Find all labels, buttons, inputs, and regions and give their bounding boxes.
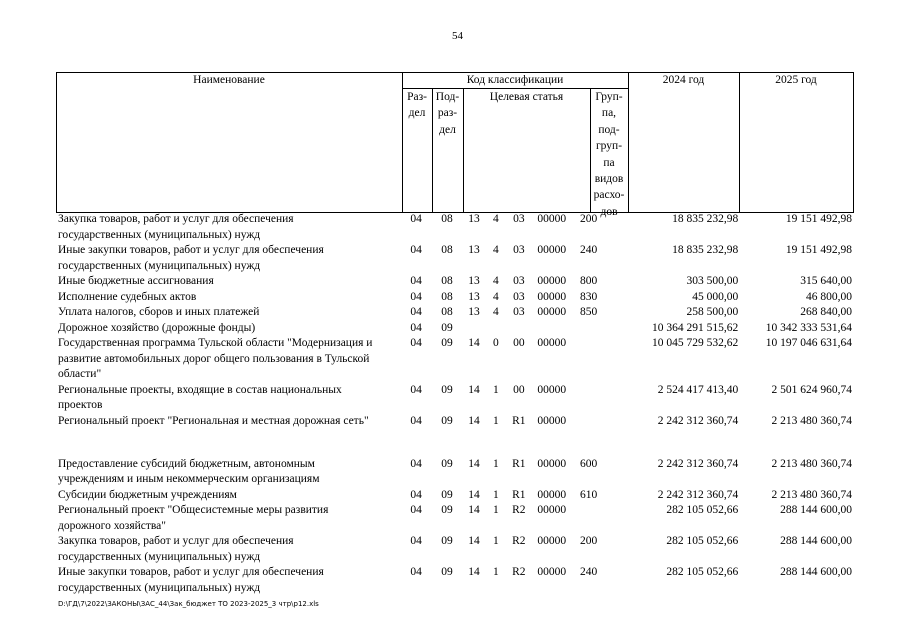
header-border-left xyxy=(56,72,57,212)
section-code: 04 xyxy=(410,306,422,318)
header-code-group: Код классификации xyxy=(466,74,564,86)
table-row xyxy=(56,503,854,534)
table-row xyxy=(56,414,854,445)
row-name-line: области" xyxy=(58,368,102,380)
row-name-line: проектов xyxy=(58,399,103,411)
target-program: 14 xyxy=(468,488,480,501)
row-name xyxy=(56,212,401,243)
target-event: 03 xyxy=(513,290,525,303)
amount-2025: 10 197 046 631,64 xyxy=(765,337,852,349)
subsection-code: 08 xyxy=(441,306,453,318)
row-name-line: Региональный проект "Общесистемные меры развития xyxy=(58,504,329,516)
target-type: 1 xyxy=(493,566,499,578)
amount-2025: 288 144 600,00 xyxy=(780,504,852,516)
amount-2025: 2 213 480 360,74 xyxy=(771,414,852,427)
subsection-code: 08 xyxy=(441,275,453,287)
row-name-line: дорожного хозяйства" xyxy=(58,519,166,532)
amount-2025: 2 501 624 960,74 xyxy=(771,383,852,396)
header-border-subsection xyxy=(463,88,464,212)
section-code: 04 xyxy=(410,337,422,349)
target-event: R2 xyxy=(512,535,526,547)
row-name-line xyxy=(58,429,401,445)
table-row xyxy=(56,488,854,504)
target-type: 1 xyxy=(493,535,499,547)
section-code: 04 xyxy=(410,504,422,516)
target-event: R1 xyxy=(512,414,526,427)
table-row xyxy=(56,274,854,290)
row-name-line: Дорожное хозяйство (дорожные фонды) xyxy=(58,321,256,334)
row-name xyxy=(56,305,401,321)
expense-group: 200 xyxy=(580,213,598,225)
expense-group: 800 xyxy=(580,275,598,287)
target-program: 13 xyxy=(468,290,480,303)
target-event: 00 xyxy=(513,337,525,349)
target-direction: 00000 xyxy=(537,290,567,303)
target-event: 03 xyxy=(513,213,525,225)
expense-group: 830 xyxy=(580,290,598,303)
table-row xyxy=(56,534,854,565)
row-name-line: государственных (муниципальных) нужд xyxy=(58,550,261,563)
target-program: 14 xyxy=(468,457,480,470)
amount-2024: 282 105 052,66 xyxy=(666,535,739,547)
row-name-line: государственных (муниципальных) нужд xyxy=(58,581,261,594)
section-code: 04 xyxy=(410,457,422,470)
header-name: Наименование xyxy=(193,74,265,86)
target-event: R2 xyxy=(512,504,526,516)
row-name-line: Предоставление субсидий бюджетным, автономным xyxy=(58,457,315,470)
target-event: 03 xyxy=(513,275,525,287)
target-type: 4 xyxy=(493,290,499,303)
header-year-2024: 2024 год xyxy=(662,74,705,86)
target-program: 13 xyxy=(468,306,480,318)
header-group: Груп- па, под- груп- па видов расхо- дов xyxy=(593,91,625,218)
amount-2024: 18 835 232,98 xyxy=(672,213,739,225)
header-year-2025: 2025 год xyxy=(775,74,817,86)
amount-2024: 10 364 291 515,62 xyxy=(652,321,739,334)
subsection-code: 09 xyxy=(441,414,453,427)
table-row xyxy=(56,383,854,414)
expense-group: 600 xyxy=(580,457,598,470)
subsection-code: 09 xyxy=(441,337,453,349)
amount-2025: 46 800,00 xyxy=(805,290,852,303)
target-program: 13 xyxy=(468,275,480,287)
amount-2025: 2 213 480 360,74 xyxy=(771,488,852,501)
amount-2024: 282 105 052,66 xyxy=(666,504,739,516)
table-row xyxy=(56,305,854,321)
amount-2024: 10 045 729 532,62 xyxy=(652,337,739,349)
row-name-line: Иные бюджетные ассигнования xyxy=(58,275,214,287)
row-name xyxy=(56,457,401,488)
target-direction: 00000 xyxy=(537,504,567,516)
row-name-line: Уплата налогов, сборов и иных платежей xyxy=(58,306,260,318)
target-event: R1 xyxy=(512,488,526,501)
row-name xyxy=(56,383,401,414)
target-type: 0 xyxy=(493,337,499,349)
target-type: 4 xyxy=(493,213,499,225)
target-direction: 00000 xyxy=(537,383,567,396)
row-name xyxy=(56,534,401,565)
row-name-line: Закупка товаров, работ и услуг для обеспечения xyxy=(58,213,294,225)
amount-2025: 288 144 600,00 xyxy=(780,566,852,578)
subsection-code: 08 xyxy=(441,213,453,225)
target-type: 4 xyxy=(493,306,499,318)
amount-2024: 2 242 312 360,74 xyxy=(657,414,739,427)
table-row xyxy=(56,321,854,337)
target-program: 14 xyxy=(468,566,480,578)
amount-2024: 282 105 052,66 xyxy=(666,566,739,578)
section-code: 04 xyxy=(410,321,422,334)
subsection-code: 09 xyxy=(441,457,453,470)
target-direction: 00000 xyxy=(537,535,567,547)
section-code: 04 xyxy=(410,275,422,287)
target-direction: 00000 xyxy=(537,457,567,470)
row-name-line: государственных (муниципальных) нужд xyxy=(58,228,261,241)
target-type: 4 xyxy=(493,244,499,256)
target-type: 1 xyxy=(493,383,499,396)
target-program: 14 xyxy=(468,535,480,547)
header-border-right xyxy=(853,72,854,212)
amount-2025: 315 640,00 xyxy=(800,275,852,287)
target-direction: 00000 xyxy=(537,275,567,287)
amount-2024: 303 500,00 xyxy=(686,275,739,287)
target-type: 1 xyxy=(493,457,499,470)
expense-group: 850 xyxy=(580,306,598,318)
amount-2025: 10 342 333 531,64 xyxy=(765,321,852,334)
expense-group: 200 xyxy=(580,535,598,547)
target-event: 03 xyxy=(513,244,525,256)
row-name-line: Иные закупки товаров, работ и услуг для обеспечения xyxy=(58,244,324,256)
subsection-code: 09 xyxy=(441,321,453,334)
target-direction: 00000 xyxy=(537,337,567,349)
subsection-code: 09 xyxy=(441,566,453,578)
target-direction: 00000 xyxy=(537,306,567,318)
header-subsection: Под- раз- дел xyxy=(435,91,460,136)
row-name xyxy=(56,274,401,290)
row-name xyxy=(56,243,401,274)
target-type: 1 xyxy=(493,414,499,427)
header-section: Раз- дел xyxy=(407,91,427,120)
header-border-group xyxy=(628,72,629,212)
row-name xyxy=(56,336,401,383)
amount-2024: 258 500,00 xyxy=(686,306,739,318)
row-name-line: Иные закупки товаров, работ и услуг для обеспечения xyxy=(58,566,324,578)
subsection-code: 09 xyxy=(441,383,453,396)
target-direction: 00000 xyxy=(537,488,567,501)
target-program: 13 xyxy=(468,213,480,225)
target-event: R2 xyxy=(512,566,526,578)
subsection-code: 08 xyxy=(441,290,453,303)
amount-2024: 45 000,00 xyxy=(692,290,739,303)
expense-group: 610 xyxy=(580,488,598,501)
target-direction: 00000 xyxy=(537,213,567,225)
table-row xyxy=(56,457,854,488)
target-type: 1 xyxy=(493,488,499,501)
table-row xyxy=(56,243,854,274)
row-name-line: Государственная программа Тульской области "Модернизация и xyxy=(58,337,373,349)
header-border-year1 xyxy=(739,72,740,212)
table-header xyxy=(56,72,854,218)
row-name xyxy=(56,488,401,504)
section-code: 04 xyxy=(410,566,422,578)
amount-2025: 2 213 480 360,74 xyxy=(771,457,852,470)
row-name-line: учреждениям и иным некоммерческим организациям xyxy=(58,473,320,485)
amount-2024: 18 835 232,98 xyxy=(672,244,739,256)
target-event: 03 xyxy=(513,306,525,318)
row-name-line: Субсидии бюджетным учреждениям xyxy=(58,488,237,501)
expense-group: 240 xyxy=(580,566,598,578)
row-name-line: государственных (муниципальных) нужд xyxy=(58,259,261,272)
file-path-footer: D:\ГД\7\2022\ЗАКОНЫ\ЗАС_44\Зак_бюджет ТО 2023-2025_3 чтр\р12.xls xyxy=(58,600,319,608)
target-type: 1 xyxy=(493,504,499,516)
row-name xyxy=(56,321,401,337)
row-name xyxy=(56,565,401,596)
table-body xyxy=(56,212,854,596)
subsection-code: 09 xyxy=(441,504,453,516)
row-name-line: Исполнение судебных актов xyxy=(58,290,197,303)
row-name xyxy=(56,503,401,534)
subsection-code: 09 xyxy=(441,535,453,547)
row-name-line: Региональный проект "Региональная и местная дорожная сеть" xyxy=(58,414,369,427)
section-code: 04 xyxy=(410,290,422,303)
subsection-code: 08 xyxy=(441,244,453,256)
header-target: Целевая статья xyxy=(489,91,564,103)
subsection-code: 09 xyxy=(441,488,453,501)
target-type: 4 xyxy=(493,275,499,287)
amount-2025: 288 144 600,00 xyxy=(780,535,852,547)
section-code: 04 xyxy=(410,414,422,427)
table-row xyxy=(56,565,854,596)
target-direction: 00000 xyxy=(537,244,567,256)
table-row xyxy=(56,290,854,306)
amount-2024: 2 242 312 360,74 xyxy=(657,457,739,470)
target-direction: 00000 xyxy=(537,414,567,427)
target-event: 00 xyxy=(513,383,525,396)
row-name xyxy=(56,414,401,445)
table-row xyxy=(56,336,854,383)
row-name xyxy=(56,290,401,306)
amount-2025: 19 151 492,98 xyxy=(785,213,852,225)
target-program: 13 xyxy=(468,244,480,256)
row-name-line: Региональные проекты, входящие в состав национальных xyxy=(58,383,342,396)
table-row xyxy=(56,212,854,243)
section-code: 04 xyxy=(410,244,422,256)
target-event: R1 xyxy=(512,457,526,470)
page-number: 54 xyxy=(452,30,463,42)
section-code: 04 xyxy=(410,535,422,547)
target-program: 14 xyxy=(468,337,480,349)
target-program: 14 xyxy=(468,504,480,516)
amount-2024: 2 242 312 360,74 xyxy=(657,488,739,501)
section-code: 04 xyxy=(410,488,422,501)
target-program: 14 xyxy=(468,383,480,396)
row-name-line: Закупка товаров, работ и услуг для обеспечения xyxy=(58,535,294,547)
amount-2024: 2 524 417 413,40 xyxy=(657,383,739,396)
amount-2025: 268 840,00 xyxy=(800,306,852,318)
row-name-line: развитие автомобильных дорог общего пользования в Тульской xyxy=(58,352,370,365)
target-direction: 00000 xyxy=(537,566,567,578)
target-program: 14 xyxy=(468,414,480,427)
section-code: 04 xyxy=(410,213,422,225)
section-code: 04 xyxy=(410,383,422,396)
expense-group: 240 xyxy=(580,244,598,256)
amount-2025: 19 151 492,98 xyxy=(785,244,852,256)
